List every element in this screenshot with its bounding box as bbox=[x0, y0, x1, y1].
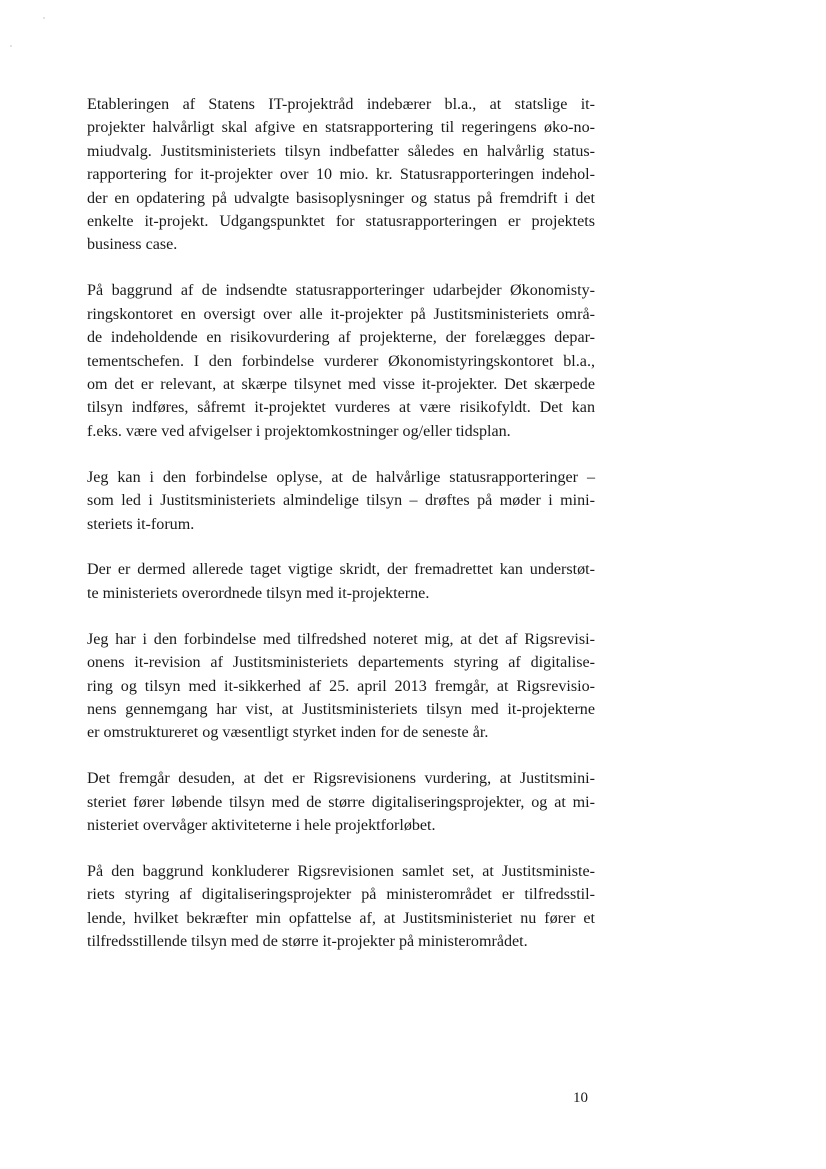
text-line: ringskontoret en oversigt over alle it-projekter på Justitsministeriets områ- bbox=[87, 305, 595, 323]
text-line: projekter halvårligt skal afgive en statsrapportering til regeringens øko-no- bbox=[87, 119, 595, 137]
text-line: riets styring af digitaliseringsprojekter på ministerområdet er tilfredsstil- bbox=[87, 886, 595, 904]
text-line: Etableringen af Statens IT-projektråd indebærer bl.a., at statslige it- bbox=[87, 96, 595, 113]
text-line: Der er dermed allerede taget vigtige skridt, der fremadrettet kan understøt- bbox=[87, 561, 595, 579]
text-line: nens gennemgang har vist, at Justitsministeriets tilsyn med it-projekterne bbox=[87, 700, 595, 718]
text-line: miudvalg. Justitsministeriets tilsyn indbefatter således en halvårlig status- bbox=[87, 142, 595, 160]
text-line: ring og tilsyn med it-sikkerhed af 25. april 2013 fremgår, at Rigsrevisio- bbox=[87, 677, 595, 695]
text-line: tilsyn indføres, såfremt it-projektet vurderes at være risikofyldt. Det kan bbox=[87, 399, 595, 417]
text-line: de indeholdende en risikovurdering af projekterne, der forelægges depar- bbox=[87, 329, 595, 347]
paragraph-5 bbox=[87, 628, 595, 745]
text-line: enkelte it-projekt. Udgangspunktet for statusrapporteringen er projektets bbox=[87, 213, 595, 231]
paragraph-4 bbox=[87, 558, 595, 605]
text-line: business case. bbox=[87, 236, 178, 254]
paragraph-7 bbox=[87, 860, 595, 954]
page-number: 10 bbox=[573, 1090, 588, 1106]
text-line: På den baggrund konkluderer Rigsrevisionen samlet set, at Justitsministe- bbox=[87, 862, 595, 880]
text-line: der en opdatering på udvalgte basisoplysninger og status på fremdrift i det bbox=[87, 189, 595, 207]
text-line: Det fremgår desuden, at det er Rigsrevisionens vurdering, at Justitsmini- bbox=[87, 770, 595, 788]
scan-speck bbox=[10, 45, 12, 47]
text-line: onens it-revision af Justitsministeriets departements styring af digitalise- bbox=[87, 654, 595, 672]
text-line: tementschefen. I den forbindelse vurderer Økonomistyringskontoret bl.a., bbox=[87, 352, 595, 370]
paragraph-1 bbox=[87, 93, 595, 257]
text-line: f.eks. være ved afvigelser i projektomkostninger og/eller tidsplan. bbox=[87, 422, 511, 440]
text-line: På baggrund af de indsendte statusrapporteringer udarbejder Økonomisty- bbox=[87, 282, 595, 300]
text-line: steriet fører løbende tilsyn med de større digitaliseringsprojekter, og at mi- bbox=[87, 793, 595, 811]
text-line: om det er relevant, at skærpe tilsynet med visse it-projekter. Det skærpede bbox=[87, 375, 595, 393]
paragraph-2 bbox=[87, 279, 595, 443]
scan-speck bbox=[43, 17, 45, 19]
text-line: nisteriet overvåger aktiviteterne i hele projektforløbet. bbox=[87, 817, 436, 835]
body-text bbox=[87, 93, 595, 976]
paragraph-6 bbox=[87, 767, 595, 837]
text-line: Jeg kan i den forbindelse oplyse, at de halvårlige statusrapporteringer – bbox=[87, 468, 595, 486]
text-line: tilfredsstillende tilsyn med de større it-projekter på ministerområdet. bbox=[87, 933, 528, 951]
text-line: steriets it-forum. bbox=[87, 515, 195, 533]
text-line: rapportering for it-projekter over 10 mio. kr. Statusrapporteringen indehol- bbox=[87, 166, 595, 184]
text-line: te ministeriets overordnede tilsyn med it-projekterne. bbox=[87, 584, 430, 602]
text-line: Jeg har i den forbindelse med tilfredshed noteret mig, at det af Rigsrevisi- bbox=[87, 630, 595, 648]
text-line: er omstruktureret og væsentligt styrket inden for de seneste år. bbox=[87, 724, 489, 742]
text-line: som led i Justitsministeriets almindelige tilsyn – drøftes på møder i mini- bbox=[87, 492, 595, 510]
paragraph-3 bbox=[87, 466, 595, 536]
text-line: lende, hvilket bekræfter min opfattelse af, at Justitsministeriet nu fører et bbox=[87, 909, 595, 927]
